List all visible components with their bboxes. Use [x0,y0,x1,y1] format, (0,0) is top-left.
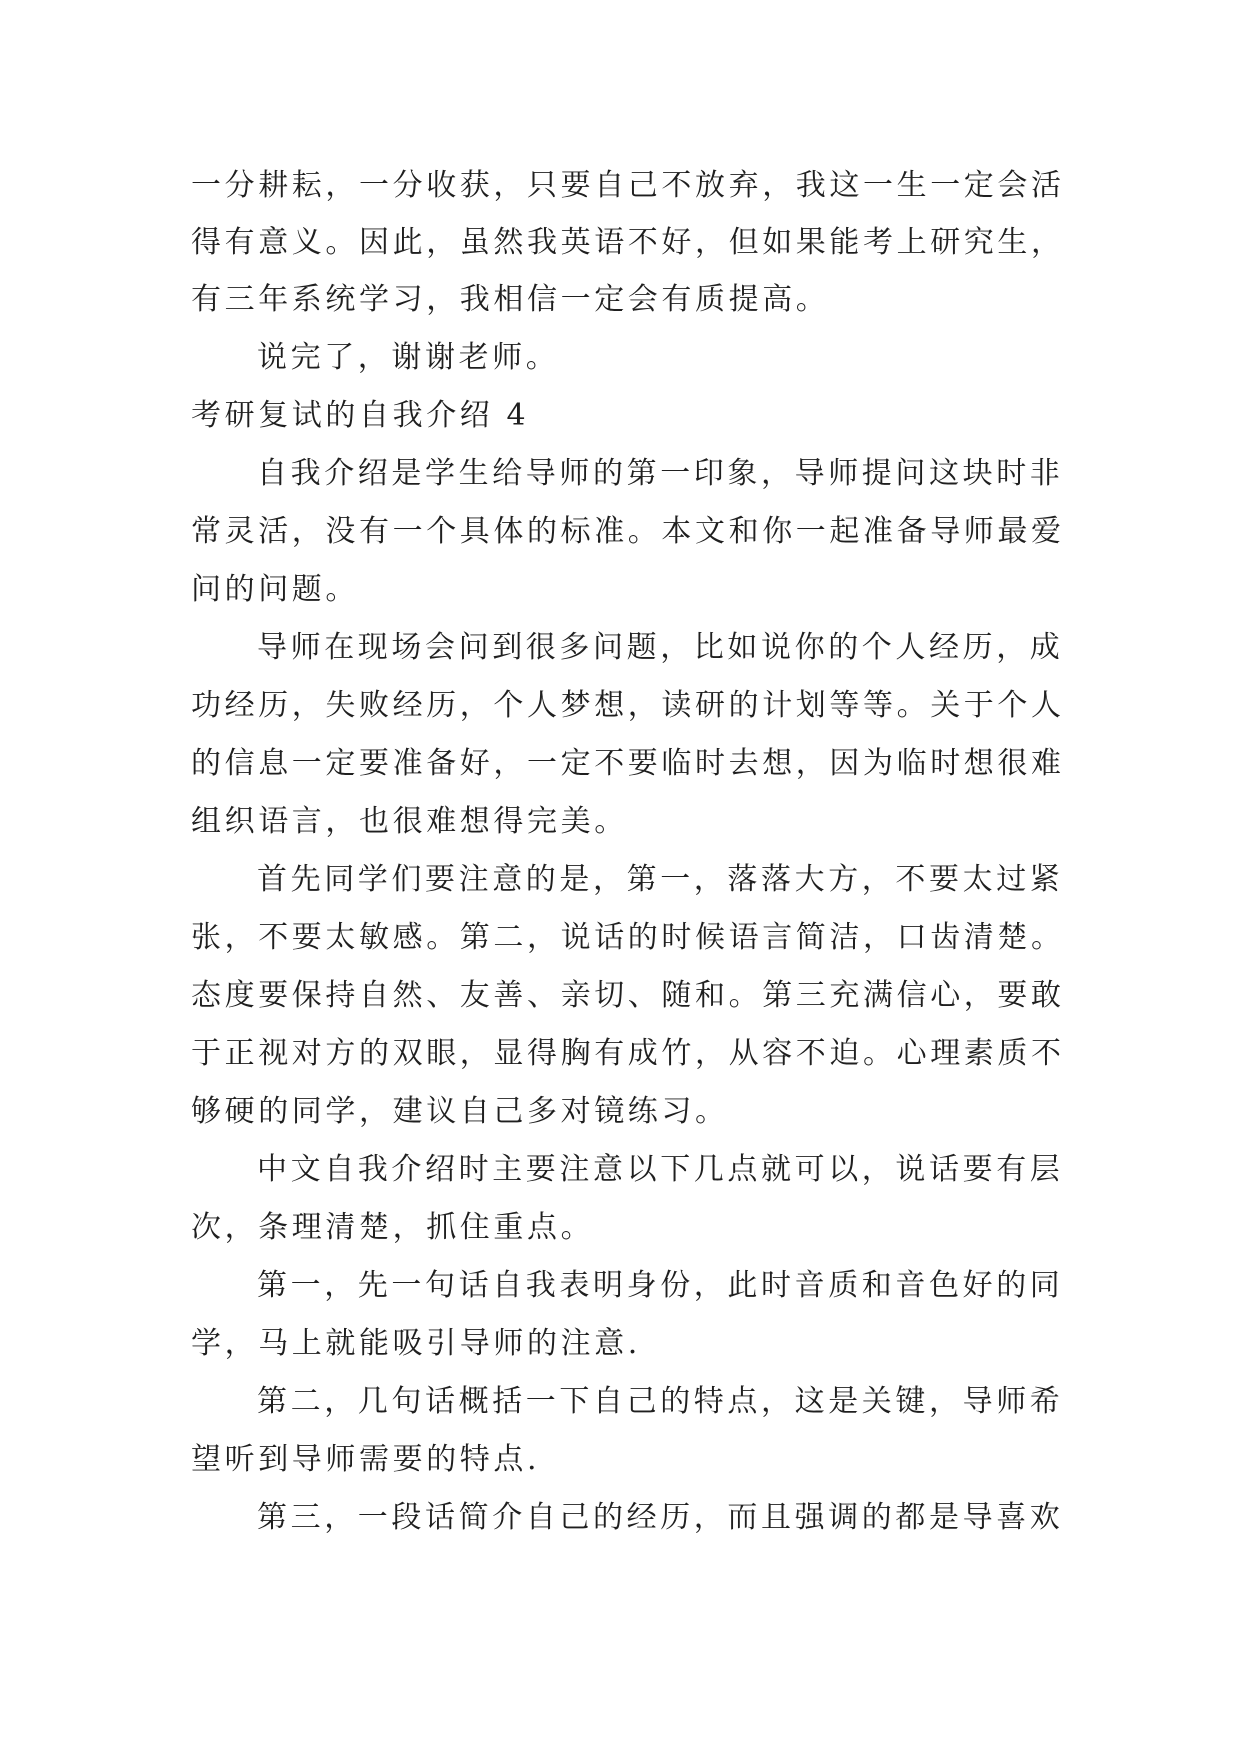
text-line: 得有意义。因此，虽然我英语不好，但如果能考上研究生， [191,225,1065,260]
text-line: 说完了，谢谢老师。 [257,340,560,375]
text-line: 态度要保持自然、友善、亲切、随和。第三充满信心，要敢 [191,978,1065,1013]
text-line: 功经历，失败经历，个人梦想，读研的计划等等。关于个人 [191,688,1065,723]
text-line: 学，马上就能吸引导师的注意. [191,1326,641,1361]
text-line: 中文自我介绍时主要注意以下几点就可以，说话要有层 [257,1152,1064,1187]
section-heading: 考研复试的自我介绍 4 [191,398,530,433]
text-line: 次，条理清楚，抓住重点。 [191,1210,595,1245]
text-line: 有三年系统学习，我相信一定会有质提高。 [191,282,830,317]
text-line: 一分耕耘，一分收获，只要自己不放弃，我这一生一定会活 [191,168,1065,203]
text-line: 第二，几句话概括一下自己的特点，这是关键，导师希 [257,1384,1064,1419]
text-line: 导师在现场会问到很多问题，比如说你的个人经历，成 [257,630,1064,665]
text-line: 自我介绍是学生给导师的第一印象，导师提问这块时非 [257,456,1064,491]
text-line: 问的问题。 [191,572,359,607]
text-line: 组织语言，也很难想得完美。 [191,804,628,839]
text-line: 够硬的同学，建议自己多对镜练习。 [191,1094,729,1129]
text-line: 首先同学们要注意的是，第一，落落大方，不要太过紧 [257,862,1064,897]
text-line: 第一，先一句话自我表明身份，此时音质和音色好的同 [257,1268,1064,1303]
text-line: 于正视对方的双眼，显得胸有成竹，从容不迫。心理素质不 [191,1036,1065,1071]
text-line: 第三，一段话简介自己的经历，而且强调的都是导喜欢 [257,1500,1064,1535]
text-line: 的信息一定要准备好，一定不要临时去想，因为临时想很难 [191,746,1065,781]
text-line: 常灵活，没有一个具体的标准。本文和你一起准备导师最爱 [191,514,1065,549]
text-line: 望听到导师需要的特点. [191,1442,541,1477]
text-line: 张，不要太敏感。第二，说话的时候语言简洁，口齿清楚。 [191,920,1065,955]
